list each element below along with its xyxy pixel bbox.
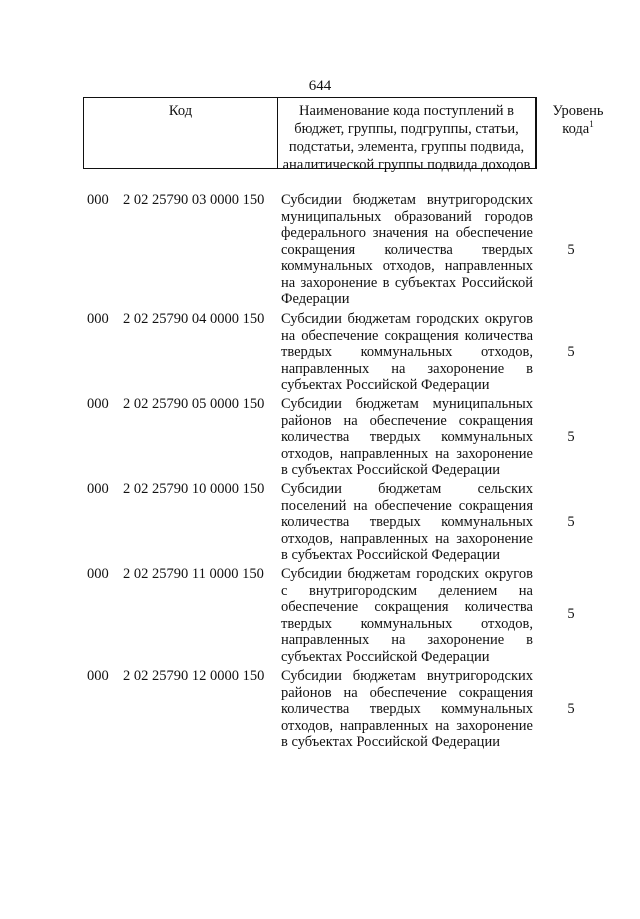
- row-code: 2 02 25790 05 0000 150: [123, 396, 265, 412]
- row-level: 5: [567, 514, 575, 530]
- row-admin-code: 000: [87, 668, 109, 684]
- row-description: Субсидии бюджетам муниципальных районов на обеспечение сокращения количества твердых коммунальных отходов, направленных на захоронение в субъектах Российской Федерации: [281, 396, 533, 478]
- row-level: 5: [567, 344, 575, 360]
- row-admin-code: 000: [87, 396, 109, 412]
- header-name: Наименование кода поступлений в бюджет, группы, подгруппы, статьи, подстатьи, элемента, группы подвида, аналитической группы подвида доходов: [278, 98, 536, 168]
- table-header: [83, 97, 604, 173]
- row-description: Субсидии бюджетам внутригородских муниципальных образований городов федерального значения на обеспечение сокращения количества твердых коммунальных отходов, направленных на захоронение в субъектах Российской Федерации: [281, 192, 533, 307]
- header-level-label: Уровень кода: [552, 103, 604, 137]
- row-description: Субсидии бюджетам городских округов на обеспечение сокращения количества твердых коммунальных отходов, направленных на захоронение в субъектах Российской Федерации: [281, 311, 533, 393]
- header-level: [536, 98, 620, 168]
- row-code: 2 02 25790 12 0000 150: [123, 668, 265, 684]
- row-description: Субсидии бюджетам сельских поселений на обеспечение сокращения количества твердых коммунальных отходов, направленных на захоронение в субъектах Российской Федерации: [281, 481, 533, 563]
- row-description: Субсидии бюджетам внутригородских районов на обеспечение сокращения количества твердых коммунальных отходов, направленных на захоронение в субъектах Российской Федерации: [281, 668, 533, 750]
- row-admin-code: 000: [87, 566, 109, 582]
- row-level: 5: [567, 242, 575, 258]
- row-code: 2 02 25790 03 0000 150: [123, 192, 265, 208]
- row-admin-code: 000: [87, 481, 109, 497]
- row-code: 2 02 25790 10 0000 150: [123, 481, 265, 497]
- row-admin-code: 000: [87, 311, 109, 327]
- row-level: 5: [567, 429, 575, 445]
- row-admin-code: 000: [87, 192, 109, 208]
- header-code: Код: [84, 98, 278, 168]
- row-code: 2 02 25790 11 0000 150: [123, 566, 264, 582]
- page-number: 644: [308, 78, 332, 94]
- header-level-footnote: 1: [589, 119, 594, 130]
- row-description: Субсидии бюджетам городских округов с внутригородским делением на обеспечение сокращения количества твердых коммунальных отходов, направленных на захоронение в субъектах Российской Федерации: [281, 566, 533, 665]
- row-level: 5: [567, 701, 575, 717]
- row-code: 2 02 25790 04 0000 150: [123, 311, 265, 327]
- row-level: 5: [567, 606, 575, 622]
